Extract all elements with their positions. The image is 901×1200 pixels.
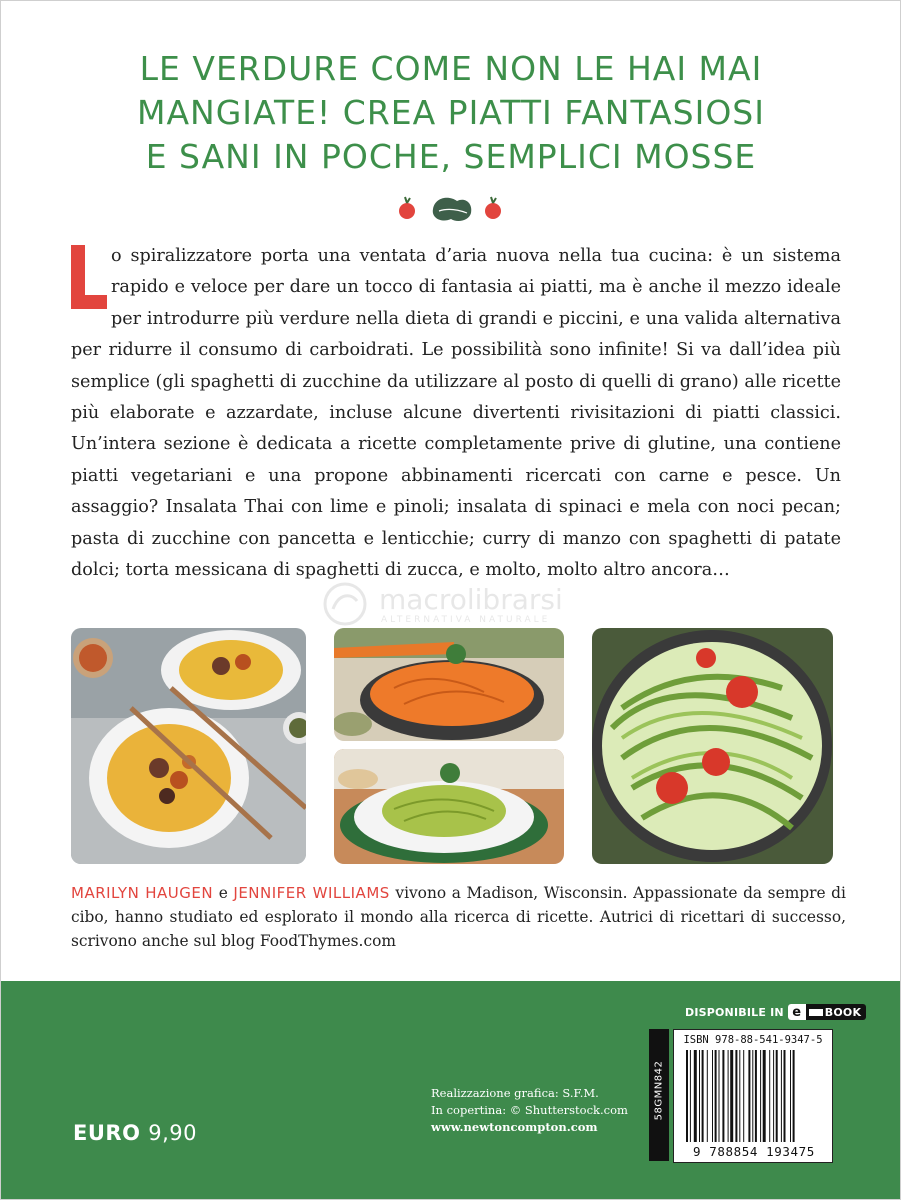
authors-bio <box>71 881 846 953</box>
watermark-tagline: ALTERNATIVA NATURALE <box>381 615 551 625</box>
price-value: 9,90 <box>148 1121 197 1145</box>
headline <box>41 47 861 179</box>
headline-line-2: MANGIATE! CREA PIATTI FANTASIOSI <box>137 93 765 132</box>
watermark-logo-icon <box>321 581 369 627</box>
author-1: MARILYN HAUGEN <box>71 884 214 902</box>
description <box>71 241 841 586</box>
credit-design: Realizzazione grafica: S.F.M. <box>431 1086 599 1100</box>
cover-upper-area <box>1 1 901 981</box>
price <box>73 1121 197 1145</box>
watermark-name: macrolibrarsi <box>379 583 563 616</box>
watermark <box>321 581 621 627</box>
description-text: o spiralizzatore porta una ventata d’aria nuova nella tua cucina: è un sistema rapido e veloce per dare un tocco di fantasia ai piatti, ma è anche il mezzo ideale per introdurre più verdure nella dieta di grandi e piccini, e una valida alternativa per ridurre il consumo di carboidrati. Le possibilità sono infinite! Si va dall’idea più semplice (gli spaghetti di zucchine da utilizzare al posto di quelli di grano) alle ricette più elaborate e azzardate, incluse alcune divertenti rivisitazioni di piatti classici. Un’intera sezione è dedicata a ricette completamente prive di glutine, una contiene piatti vegetariani e una propone abbinamenti ricercati con carne e pesce. Un assaggio? Insalata Thai con lime e pinoli; insalata di spinaci e mela con noci pecan; pasta di zucchine con pancetta e lenticchie; curry di manzo con spaghetti di patate dolci; torta messicana di spaghetti di zucca, e molto, molto altro ancora… <box>71 246 841 581</box>
product-code-strip <box>649 1029 669 1161</box>
photo-carrot-spaghetti <box>334 628 564 741</box>
credits <box>431 1085 631 1136</box>
author-2: JENNIFER WILLIAMS <box>233 884 390 902</box>
isbn: ISBN 978-88-541-9347-5 <box>683 1034 823 1046</box>
photo-zucchini-pesto <box>334 749 564 864</box>
ebook-logo-word: BOOK <box>824 1005 862 1019</box>
ebook-logo <box>788 1004 866 1020</box>
drop-cap <box>71 245 107 309</box>
ebook-logo-bar-icon <box>809 1009 823 1016</box>
ebook-logo-letter: e <box>788 1004 806 1020</box>
author-bio-text: vivono a Madison, Wisconsin. Appassionate da sempre di cibo, hanno studiato ed esplorato il mondo alla ricerca di ricette. Autrici di ricettari di successo, scrivono anche sul blog FoodThymes.com <box>71 884 846 950</box>
ebook-label: DISPONIBILE IN <box>685 1005 784 1019</box>
leaf-icon <box>433 198 472 221</box>
photo-squash-spaghetti <box>71 628 306 864</box>
barcode-digits: 9 788854 193475 <box>693 1144 815 1159</box>
credit-cover: In copertina: © Shutterstock.com <box>431 1103 628 1117</box>
barcode <box>673 1029 833 1163</box>
product-code: 58GMN842 <box>653 1060 665 1121</box>
headline-line-1: LE VERDURE COME NON LE HAI MAI <box>139 49 763 88</box>
photo-zucchini-noodles <box>592 628 833 864</box>
headline-line-3: E SANI IN POCHE, SEMPLICI MOSSE <box>145 137 757 176</box>
publisher-url: www.newtoncompton.com <box>431 1120 598 1134</box>
price-label: EURO <box>73 1121 141 1145</box>
tomato-icon <box>399 197 415 219</box>
barcode-bars-icon <box>686 1050 824 1142</box>
ornament <box>391 189 511 225</box>
tomato-icon <box>485 197 501 219</box>
ebook-availability <box>685 1003 866 1021</box>
author-conjunction: e <box>218 884 228 902</box>
